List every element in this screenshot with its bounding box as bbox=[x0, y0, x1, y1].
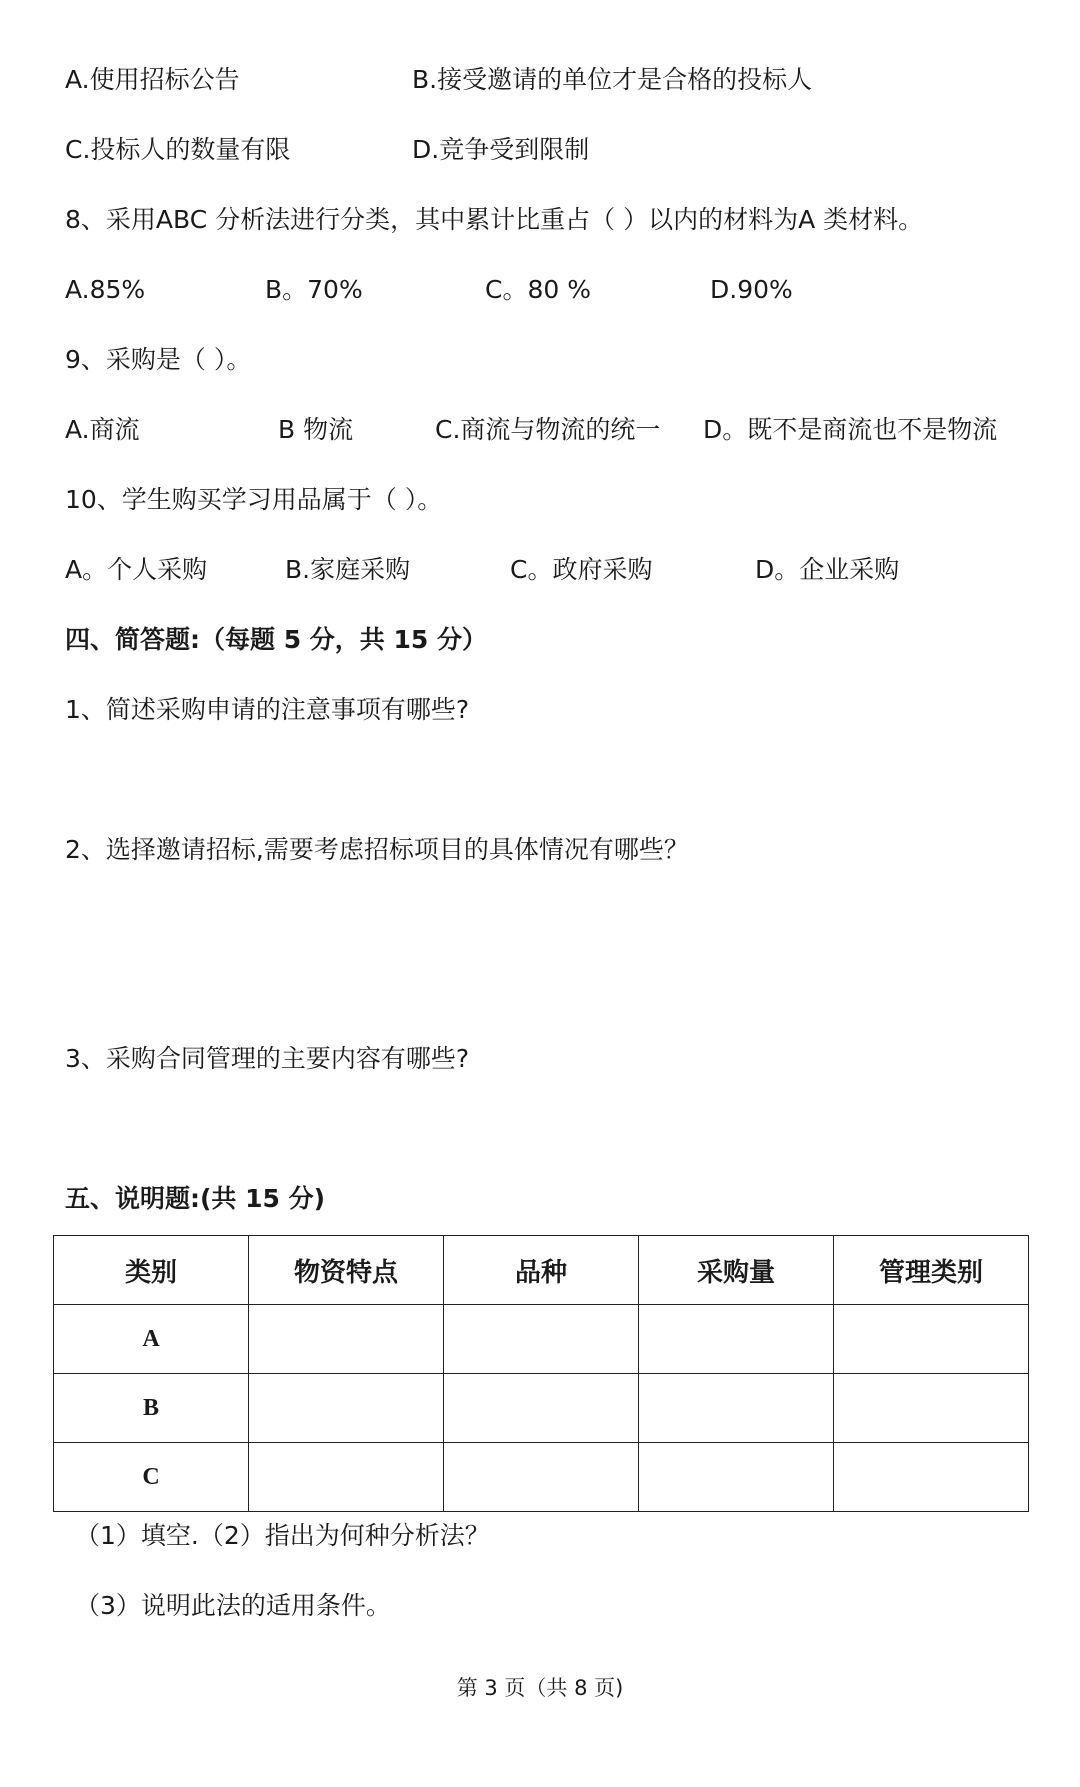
blank-cell[interactable] bbox=[834, 1374, 1029, 1443]
q9-stem: 9、采购是（ ）。 bbox=[65, 345, 252, 374]
q10-stem: 10、学生购买学习用品属于（ ）。 bbox=[65, 485, 443, 514]
blank-cell[interactable] bbox=[249, 1305, 444, 1374]
table-header: 管理类别 bbox=[834, 1236, 1029, 1305]
category-cell: A bbox=[54, 1305, 249, 1374]
table-header: 品种 bbox=[444, 1236, 639, 1305]
blank-cell[interactable] bbox=[639, 1305, 834, 1374]
q10-option-a: A。个人采购 bbox=[65, 555, 208, 584]
q9-options bbox=[65, 414, 1045, 446]
blank-cell[interactable] bbox=[444, 1305, 639, 1374]
category-cell: C bbox=[54, 1443, 249, 1512]
q7-option-b: B.接受邀请的单位才是合格的投标人 bbox=[412, 65, 813, 94]
blank-cell[interactable] bbox=[639, 1443, 834, 1512]
q10-options bbox=[65, 554, 1045, 586]
table-row bbox=[54, 1374, 1029, 1443]
q10-option-d: D。企业采购 bbox=[755, 555, 900, 584]
blank-cell[interactable] bbox=[639, 1374, 834, 1443]
page-footer: 第 3 页（共 8 页) bbox=[456, 1676, 624, 1700]
section4-q3: 3、采购合同管理的主要内容有哪些? bbox=[65, 1044, 470, 1073]
abc-table bbox=[53, 1235, 1029, 1512]
blank-cell[interactable] bbox=[444, 1374, 639, 1443]
category-cell: B bbox=[54, 1374, 249, 1443]
blank-cell[interactable] bbox=[834, 1443, 1029, 1512]
section4-title: 四、简答题:（每题 5 分，共 15 分） bbox=[65, 625, 487, 654]
q7-option-c: C.投标人的数量有限 bbox=[65, 135, 291, 164]
q9-option-b: B 物流 bbox=[278, 415, 354, 444]
section4-q2: 2、选择邀请招标,需要考虑招标项目的具体情况有哪些？ bbox=[65, 835, 689, 864]
table-header: 采购量 bbox=[639, 1236, 834, 1305]
q7-options-row1 bbox=[65, 64, 1045, 96]
q8-options bbox=[65, 274, 1045, 306]
section5-note1: （1）填空.（2）指出为何种分析法？ bbox=[75, 1521, 490, 1550]
q8-option-b: B。70% bbox=[265, 275, 363, 304]
q9-option-a: A.商流 bbox=[65, 415, 140, 444]
q7-option-d: D.竞争受到限制 bbox=[412, 135, 590, 164]
section5-title: 五、说明题:(共 15 分) bbox=[65, 1184, 326, 1213]
table-row bbox=[54, 1305, 1029, 1374]
q8-stem: 8、采用ABC 分析法进行分类，其中累计比重占（ ）以内的材料为A 类材料。 bbox=[65, 205, 924, 234]
table-header-row bbox=[54, 1236, 1029, 1305]
q10-option-c: C。政府采购 bbox=[510, 555, 653, 584]
q9-option-d: D。既不是商流也不是物流 bbox=[703, 415, 998, 444]
table-header: 物资特点 bbox=[249, 1236, 444, 1305]
blank-cell[interactable] bbox=[444, 1443, 639, 1512]
q7-options-row2 bbox=[65, 134, 1045, 166]
table-row bbox=[54, 1443, 1029, 1512]
blank-cell[interactable] bbox=[834, 1305, 1029, 1374]
table-header: 类别 bbox=[54, 1236, 249, 1305]
blank-cell[interactable] bbox=[249, 1374, 444, 1443]
q8-option-a: A.85% bbox=[65, 275, 146, 304]
q9-option-c: C.商流与物流的统一 bbox=[435, 415, 661, 444]
q8-option-d: D.90% bbox=[710, 275, 793, 304]
section4-q1: 1、简述采购申请的注意事项有哪些? bbox=[65, 695, 470, 724]
q8-option-c: C。80 % bbox=[485, 275, 591, 304]
blank-cell[interactable] bbox=[249, 1443, 444, 1512]
section5-note2: （3）说明此法的适用条件。 bbox=[75, 1591, 391, 1620]
q10-option-b: B.家庭采购 bbox=[285, 555, 411, 584]
q7-option-a: A.使用招标公告 bbox=[65, 65, 240, 94]
